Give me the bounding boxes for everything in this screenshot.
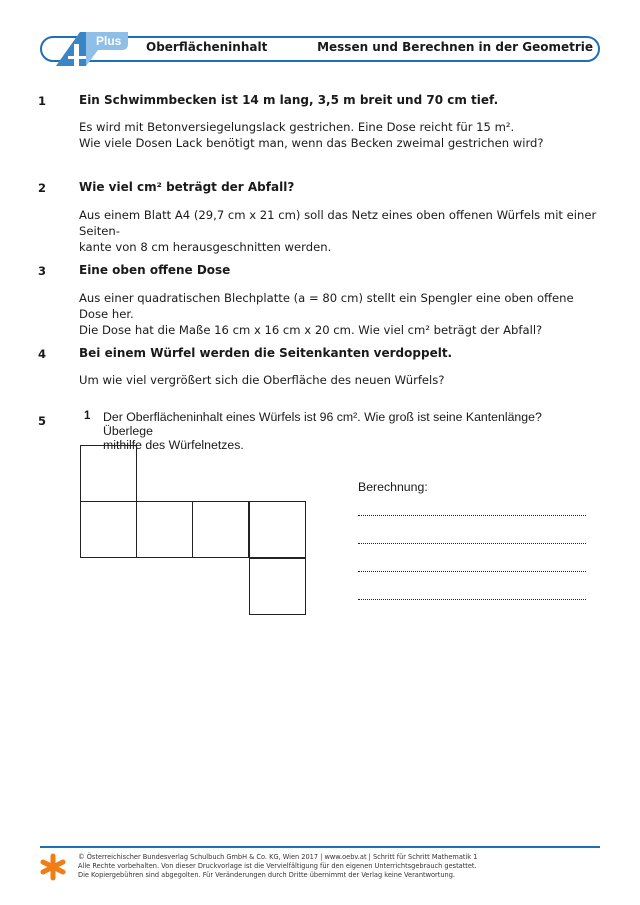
answer-line[interactable] bbox=[358, 515, 586, 516]
subtask-number: 1 bbox=[84, 410, 91, 422]
task-line: Um wie viel vergrößert sich die Oberfläche des neuen Würfels? bbox=[79, 373, 445, 387]
task-title: Wie viel cm² beträgt der Abfall? bbox=[79, 180, 295, 194]
cube-net bbox=[80, 445, 310, 617]
net-square bbox=[249, 501, 306, 558]
header-subject: Messen und Berechnen in der Geometrie bbox=[317, 40, 593, 54]
answer-line[interactable] bbox=[358, 599, 586, 600]
header-title: Oberflächeninhalt bbox=[146, 40, 268, 54]
net-square bbox=[80, 501, 137, 558]
plus-logo bbox=[54, 30, 128, 68]
net-square bbox=[136, 501, 193, 558]
task-title: Ein Schwimmbecken ist 14 m lang, 3,5 m breit und 70 cm tief. bbox=[79, 93, 499, 107]
task-line: Wie viele Dosen Lack benötigt man, wenn das Becken zweimal gestrichen wird? bbox=[79, 136, 544, 150]
task-line: Der Oberflächeninhalt eines Würfels ist 96 cm². Wie groß ist seine Kantenlänge? Überlege bbox=[103, 410, 542, 438]
publisher-star-icon bbox=[40, 852, 66, 882]
task-text bbox=[79, 119, 601, 151]
net-square bbox=[80, 445, 137, 502]
footer-line-text: © Österreichischer Bundesverlag Schulbuch GmbH & Co. KG, Wien 2017 | www.oebv.at | Schritt für Schritt Mathematik 1 bbox=[78, 853, 478, 861]
task-line: kante von 8 cm herausgeschnitten werden. bbox=[79, 240, 332, 254]
task-title: Eine oben offene Dose bbox=[79, 263, 231, 277]
task-number: 4 bbox=[38, 347, 47, 361]
task-number: 1 bbox=[38, 94, 47, 108]
calc-label: Berechnung: bbox=[358, 480, 428, 494]
footer-text bbox=[78, 853, 598, 880]
task-number: 5 bbox=[38, 414, 47, 428]
task-text bbox=[79, 372, 601, 388]
net-square bbox=[192, 501, 249, 558]
footer-line bbox=[40, 846, 600, 848]
logo-text: Plus bbox=[96, 34, 122, 48]
task-title: Bei einem Würfel werden die Seitenkanten verdoppelt. bbox=[79, 346, 453, 360]
task-text bbox=[79, 207, 601, 255]
net-square bbox=[249, 558, 306, 615]
footer-line-text: Die Kopiergebühren sind abgegolten. Für Veränderungen durch Dritte übernimmt der Verlag keine Verantwortung. bbox=[78, 871, 455, 879]
task-line: Aus einer quadratischen Blechplatte (a = 80 cm) stellt ein Spengler eine oben offene Dose her. bbox=[79, 291, 574, 321]
task-line: Es wird mit Betonversiegelungslack gestrichen. Eine Dose reicht für 15 m². bbox=[79, 120, 515, 134]
task-line: Aus einem Blatt A4 (29,7 cm x 21 cm) soll das Netz eines oben offenen Würfels mit einer Seiten- bbox=[79, 208, 597, 238]
answer-line[interactable] bbox=[358, 543, 586, 544]
task-number: 2 bbox=[38, 181, 47, 195]
task-text bbox=[79, 290, 601, 338]
answer-line[interactable] bbox=[358, 571, 586, 572]
footer-line-text: Alle Rechte vorbehalten. Von dieser Druckvorlage ist die Vervielfältigung für den eigenen Unterrichtsgebrauch gestattet. bbox=[78, 862, 477, 870]
task-line: mithilfe des Würfelnetzes. bbox=[103, 438, 244, 452]
task-number: 3 bbox=[38, 264, 47, 278]
task-line: Die Dose hat die Maße 16 cm x 16 cm x 20 cm. Wie viel cm² beträgt der Abfall? bbox=[79, 323, 543, 337]
